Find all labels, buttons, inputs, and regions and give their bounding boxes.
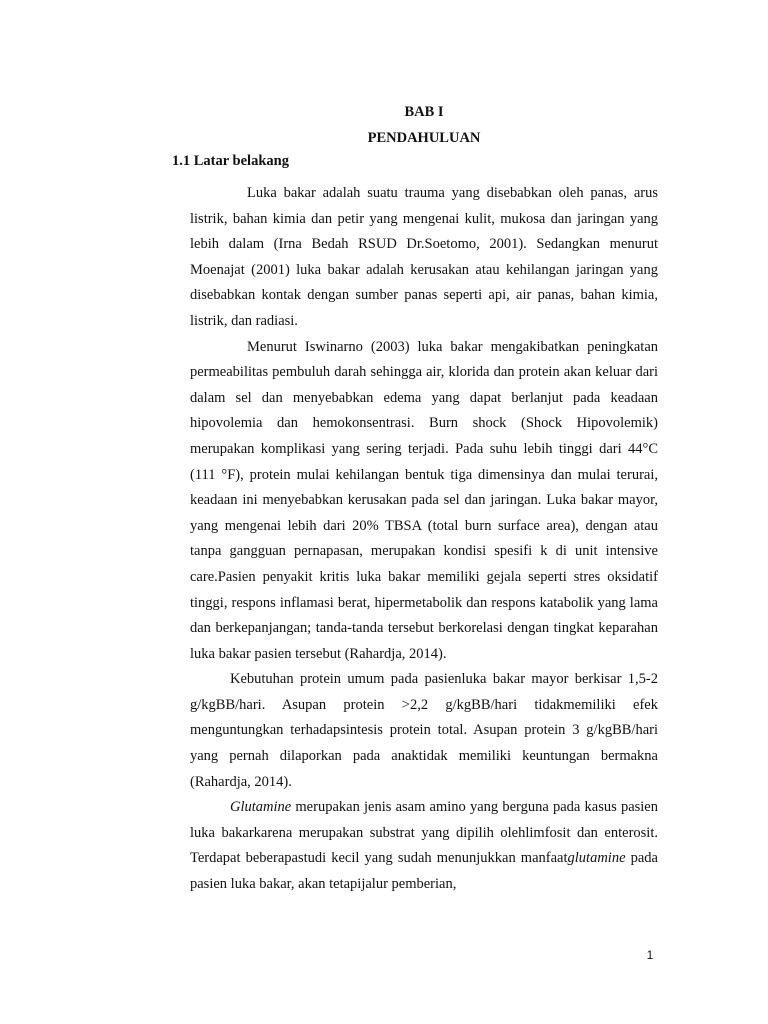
section-heading: 1.1 Latar belakang xyxy=(172,153,289,169)
paragraph-4 xyxy=(190,795,658,897)
paragraph-3: Kebutuhan protein umum pada pasienluka bakar mayor berkisar 1,5-2 g/kgBB/hari. Asupan protein >2,2 g/kgBB/hari tidakmemiliki efek menguntungkan terhadapsintesis protein total. Asupan protein 3 g/kgBB/hari yang pernah dilaporkan pada anaktidak memiliki keuntungan bermakna (Rahardja, 2014). xyxy=(190,671,658,790)
paragraph-2: Menurut Iswinarno (2003) luka bakar mengakibatkan peningkatan permeabilitas pembuluh darah sehingga air, klorida dan protein akan keluar dari dalam sel dan menyebabkan edema yang dapat berlanjut pada keadaan hipovolemia dan hemokonsentrasi. Burn shock (Shock Hipovolemik) merupakan komplikasi yang sering terjadi. Pada suhu lebih tinggi dari 44°C (111 °F), protein mulai kehilangan bentuk tiga dimensinya dan mulai terurai, keadaan ini menyebabkan kerusakan pada sel dan jaringan. Luka bakar mayor, yang mengenai lebih dari 20% TBSA (total burn surface area), dengan atau tanpa gangguan pernapasan, merupakan kondisi spesifi k di unit intensive care.Pasien penyakit kritis luka bakar memiliki gejala seperti stres oksidatif tinggi, respons inflamasi berat, hipermetabolik dan respons katabolik yang lama dan berkepanjangan; tanda-tanda tersebut berkorelasi dengan tingkat keparahan luka bakar pasien tersebut (Rahardja, 2014). xyxy=(190,338,658,662)
chapter-title: PENDAHULUAN xyxy=(367,130,481,146)
chapter-label: BAB I xyxy=(404,104,444,120)
paragraph-4-text-b: pada pasien luka bakar, akan tetapijalur pemberian, xyxy=(190,850,658,893)
paragraph-1: Luka bakar adalah suatu trauma yang disebabkan oleh panas, arus listrik, bahan kimia dan petir yang mengenai kulit, mukosa dan jaringan yang lebih dalam (Irna Bedah RSUD Dr.Soetomo, 2001). Sedangkan menurut Moenajat (2001) luka bakar adalah kerusakan atau kehilangan jaringan yang disebabkan kontak dengan sumber panas seperti api, air panas, bahan kimia, listrik, dan radiasi. xyxy=(190,185,658,329)
page-number: 1 xyxy=(646,948,654,962)
paragraph-4-text-a: merupakan jenis asam amino yang berguna pada kasus pasien luka bakarkarena merupakan substrat yang dipilih olehlimfosit dan enterosit. Terdapat beberapastudi kecil yang sudah menunjukkan manfaat xyxy=(190,799,658,867)
term-glutamine: Glutamine xyxy=(230,799,292,816)
term-glutamine-inline: glutamine xyxy=(567,850,626,867)
body-text xyxy=(190,181,658,898)
